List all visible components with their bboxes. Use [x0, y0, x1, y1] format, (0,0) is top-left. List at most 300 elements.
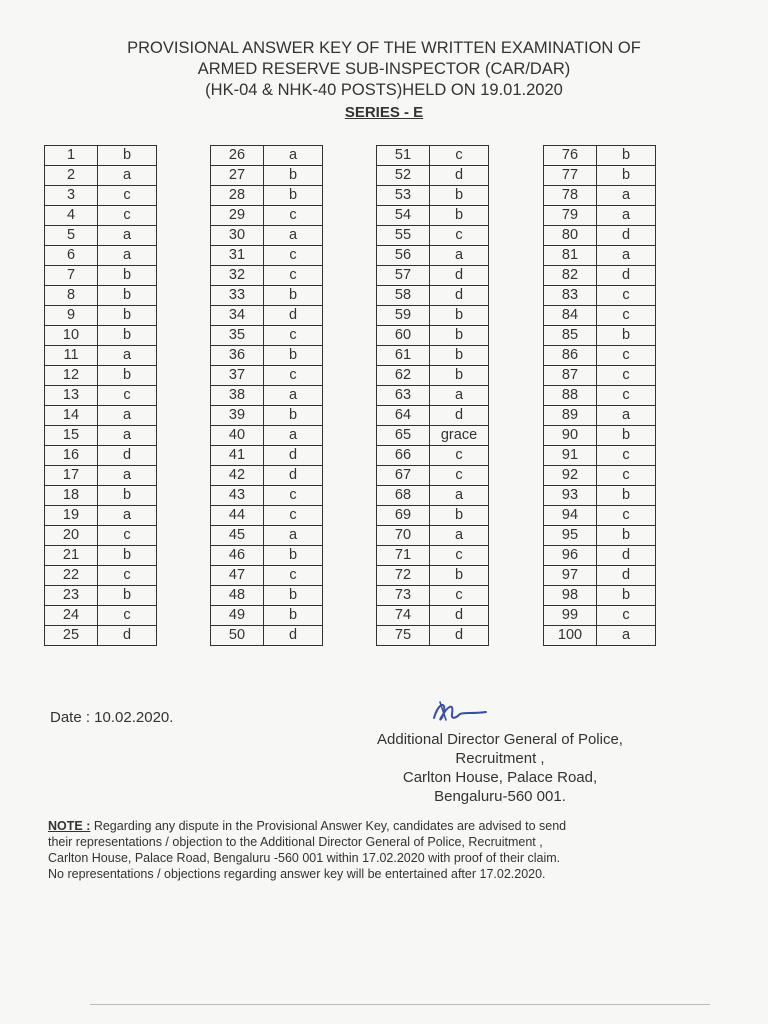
answer-row: [211, 446, 323, 466]
question-number: 70: [377, 526, 430, 546]
question-number: 10: [45, 326, 98, 346]
answer-cell: b: [430, 206, 489, 226]
answer-row: [544, 306, 656, 326]
question-number: 76: [544, 146, 597, 166]
answer-cell: a: [264, 526, 323, 546]
answer-row: [544, 626, 656, 646]
question-number: 31: [211, 246, 264, 266]
answer-cell: b: [98, 546, 157, 566]
answer-row: [211, 546, 323, 566]
answer-cell: b: [430, 346, 489, 366]
answer-cell: d: [597, 546, 656, 566]
answer-cell: a: [98, 166, 157, 186]
question-number: 79: [544, 206, 597, 226]
answer-cell: c: [264, 366, 323, 386]
answer-row: [45, 626, 157, 646]
answer-cell: a: [98, 506, 157, 526]
question-number: 53: [377, 186, 430, 206]
answer-cell: b: [264, 606, 323, 626]
question-number: 66: [377, 446, 430, 466]
question-number: 95: [544, 526, 597, 546]
answer-row: [211, 286, 323, 306]
question-number: 84: [544, 306, 597, 326]
answer-cell: a: [264, 226, 323, 246]
answer-row: [45, 306, 157, 326]
answer-row: [544, 146, 656, 166]
question-number: 27: [211, 166, 264, 186]
answer-row: [544, 566, 656, 586]
answer-table-1: [44, 145, 157, 646]
answer-row: [45, 186, 157, 206]
answer-cell: c: [430, 146, 489, 166]
answer-cell: a: [597, 246, 656, 266]
answer-row: [211, 506, 323, 526]
question-number: 7: [45, 266, 98, 286]
answer-row: [45, 226, 157, 246]
answer-row: [377, 306, 489, 326]
answer-row: [377, 626, 489, 646]
answer-cell: d: [430, 626, 489, 646]
question-number: 48: [211, 586, 264, 606]
answer-cell: b: [597, 586, 656, 606]
answer-cell: c: [430, 466, 489, 486]
answer-cell: b: [98, 486, 157, 506]
answer-cell: c: [98, 606, 157, 626]
answer-row: [45, 526, 157, 546]
signatory-department: Recruitment ,: [455, 750, 545, 767]
question-number: 98: [544, 586, 597, 606]
question-number: 47: [211, 566, 264, 586]
answer-cell: d: [430, 606, 489, 626]
answer-row: [544, 506, 656, 526]
signature-mark: [424, 690, 494, 730]
answer-row: [544, 366, 656, 386]
answer-row: [544, 426, 656, 446]
answer-cell: b: [98, 286, 157, 306]
answer-cell: b: [430, 306, 489, 326]
answer-row: [544, 346, 656, 366]
question-number: 12: [45, 366, 98, 386]
answer-cell: d: [264, 626, 323, 646]
question-number: 54: [377, 206, 430, 226]
answer-cell: b: [430, 186, 489, 206]
answer-row: [544, 206, 656, 226]
answer-row: [211, 386, 323, 406]
note-line-1: Regarding any dispute in the Provisional Answer Key, candidates are advised to send: [90, 819, 567, 833]
question-number: 63: [377, 386, 430, 406]
answer-row: [377, 166, 489, 186]
answer-row: [377, 286, 489, 306]
answer-row: [544, 406, 656, 426]
answer-row: [45, 366, 157, 386]
answer-cell: b: [98, 366, 157, 386]
answer-cell: grace: [430, 426, 489, 446]
question-number: 32: [211, 266, 264, 286]
signatory-title: Additional Director General of Police,: [377, 731, 623, 748]
answer-cell: a: [597, 206, 656, 226]
answer-row: [211, 606, 323, 626]
answer-row: [45, 206, 157, 226]
answer-cell: b: [597, 146, 656, 166]
answer-row: [211, 366, 323, 386]
answer-cell: d: [264, 446, 323, 466]
question-number: 96: [544, 546, 597, 566]
answer-row: [211, 246, 323, 266]
answer-cell: b: [597, 166, 656, 186]
answer-cell: b: [597, 426, 656, 446]
answer-cell: c: [98, 526, 157, 546]
answer-row: [377, 246, 489, 266]
question-number: 21: [45, 546, 98, 566]
answer-cell: a: [98, 406, 157, 426]
question-number: 15: [45, 426, 98, 446]
series-label: SERIES - E: [344, 104, 424, 121]
question-number: 94: [544, 506, 597, 526]
answer-cell: a: [597, 626, 656, 646]
question-number: 61: [377, 346, 430, 366]
answer-cell: c: [264, 206, 323, 226]
question-number: 26: [211, 146, 264, 166]
answer-row: [45, 546, 157, 566]
question-number: 29: [211, 206, 264, 226]
answer-row: [377, 266, 489, 286]
answer-row: [45, 566, 157, 586]
answer-row: [45, 426, 157, 446]
title-line-2: ARMED RESERVE SUB-INSPECTOR (CAR/DAR): [197, 60, 571, 78]
answer-row: [544, 586, 656, 606]
question-number: 22: [45, 566, 98, 586]
question-number: 57: [377, 266, 430, 286]
question-number: 59: [377, 306, 430, 326]
answer-row: [45, 486, 157, 506]
answer-row: [544, 286, 656, 306]
answer-row: [377, 386, 489, 406]
answer-cell: c: [264, 266, 323, 286]
answer-cell: d: [264, 466, 323, 486]
answer-table-2: [210, 145, 323, 646]
answer-cell: d: [430, 406, 489, 426]
answer-cell: c: [98, 206, 157, 226]
answer-row: [45, 466, 157, 486]
question-number: 1: [45, 146, 98, 166]
question-number: 65: [377, 426, 430, 446]
answer-row: [544, 266, 656, 286]
question-number: 9: [45, 306, 98, 326]
answer-cell: b: [597, 526, 656, 546]
answer-cell: c: [430, 586, 489, 606]
question-number: 83: [544, 286, 597, 306]
answer-row: [211, 586, 323, 606]
answer-row: [211, 426, 323, 446]
answer-row: [377, 426, 489, 446]
question-number: 78: [544, 186, 597, 206]
question-number: 67: [377, 466, 430, 486]
answer-row: [544, 446, 656, 466]
question-number: 23: [45, 586, 98, 606]
answer-cell: a: [430, 486, 489, 506]
answer-row: [377, 526, 489, 546]
signatory-block: [345, 730, 655, 806]
answer-cell: d: [98, 446, 157, 466]
answer-cell: b: [264, 186, 323, 206]
question-number: 99: [544, 606, 597, 626]
question-number: 71: [377, 546, 430, 566]
question-number: 43: [211, 486, 264, 506]
answer-cell: d: [430, 286, 489, 306]
question-number: 72: [377, 566, 430, 586]
question-number: 82: [544, 266, 597, 286]
question-number: 73: [377, 586, 430, 606]
answer-row: [377, 326, 489, 346]
question-number: 91: [544, 446, 597, 466]
answer-row: [45, 386, 157, 406]
question-number: 85: [544, 326, 597, 346]
question-number: 60: [377, 326, 430, 346]
answer-cell: d: [98, 626, 157, 646]
answer-table-3: [376, 145, 489, 646]
note-line-4: No representations / objections regarding answer key will be entertained after 17.02.2020.: [48, 867, 546, 881]
issue-date: Date : 10.02.2020.: [50, 709, 174, 726]
answer-row: [544, 606, 656, 626]
answer-row: [377, 586, 489, 606]
answer-row: [45, 266, 157, 286]
answer-row: [211, 146, 323, 166]
answer-cell: b: [98, 586, 157, 606]
answer-row: [45, 246, 157, 266]
answer-cell: c: [597, 306, 656, 326]
answer-cell: b: [98, 146, 157, 166]
answer-row: [45, 406, 157, 426]
answer-cell: d: [264, 306, 323, 326]
answer-row: [544, 486, 656, 506]
answer-cell: b: [597, 486, 656, 506]
question-number: 17: [45, 466, 98, 486]
question-number: 24: [45, 606, 98, 626]
question-number: 69: [377, 506, 430, 526]
answer-cell: b: [264, 166, 323, 186]
title-line-3: (HK-04 & NHK-40 POSTS)HELD ON 19.01.2020: [205, 81, 563, 99]
answer-cell: b: [597, 326, 656, 346]
answer-row: [211, 206, 323, 226]
answer-row: [377, 206, 489, 226]
document-header: [0, 38, 768, 123]
answer-row: [211, 526, 323, 546]
answer-cell: c: [597, 346, 656, 366]
answer-row: [45, 326, 157, 346]
answer-row: [211, 166, 323, 186]
answer-cell: c: [597, 366, 656, 386]
answer-cell: c: [597, 466, 656, 486]
answer-row: [377, 546, 489, 566]
answer-row: [211, 626, 323, 646]
question-number: 77: [544, 166, 597, 186]
question-number: 75: [377, 626, 430, 646]
answer-row: [211, 306, 323, 326]
question-number: 34: [211, 306, 264, 326]
answer-row: [377, 446, 489, 466]
answer-cell: c: [264, 566, 323, 586]
question-number: 90: [544, 426, 597, 446]
title-line-1: PROVISIONAL ANSWER KEY OF THE WRITTEN EXAMINATION OF: [127, 39, 641, 57]
question-number: 74: [377, 606, 430, 626]
answer-cell: d: [430, 266, 489, 286]
answer-row: [377, 346, 489, 366]
question-number: 28: [211, 186, 264, 206]
answer-cell: c: [597, 506, 656, 526]
answer-row: [45, 506, 157, 526]
question-number: 30: [211, 226, 264, 246]
answer-cell: a: [98, 226, 157, 246]
question-number: 16: [45, 446, 98, 466]
question-number: 50: [211, 626, 264, 646]
answer-row: [544, 546, 656, 566]
answer-row: [544, 466, 656, 486]
answer-cell: b: [98, 326, 157, 346]
answer-row: [377, 226, 489, 246]
answer-row: [45, 286, 157, 306]
answer-cell: a: [264, 146, 323, 166]
question-number: 33: [211, 286, 264, 306]
answer-cell: c: [597, 386, 656, 406]
answer-cell: d: [430, 166, 489, 186]
answer-cell: c: [264, 486, 323, 506]
answer-row: [544, 526, 656, 546]
answer-table-4: [543, 145, 656, 646]
question-number: 100: [544, 626, 597, 646]
answer-cell: a: [98, 466, 157, 486]
answer-cell: c: [430, 446, 489, 466]
answer-row: [211, 186, 323, 206]
answer-row: [211, 226, 323, 246]
question-number: 92: [544, 466, 597, 486]
question-number: 55: [377, 226, 430, 246]
answer-row: [544, 246, 656, 266]
question-number: 44: [211, 506, 264, 526]
answer-row: [377, 466, 489, 486]
answer-cell: a: [430, 246, 489, 266]
answer-row: [211, 326, 323, 346]
answer-row: [211, 346, 323, 366]
page-bottom-line: [90, 1004, 710, 1005]
question-number: 36: [211, 346, 264, 366]
answer-cell: a: [264, 386, 323, 406]
answer-row: [45, 606, 157, 626]
answer-row: [377, 506, 489, 526]
answer-cell: a: [597, 186, 656, 206]
answer-row: [45, 166, 157, 186]
note-line-3: Carlton House, Palace Road, Bengaluru -560 001 within 17.02.2020 with proof of their claim.: [48, 851, 561, 865]
answer-cell: d: [597, 266, 656, 286]
answer-row: [377, 606, 489, 626]
answer-cell: b: [430, 566, 489, 586]
question-number: 56: [377, 246, 430, 266]
question-number: 11: [45, 346, 98, 366]
question-number: 88: [544, 386, 597, 406]
answer-cell: b: [430, 326, 489, 346]
question-number: 4: [45, 206, 98, 226]
question-number: 3: [45, 186, 98, 206]
answer-cell: b: [430, 366, 489, 386]
answer-row: [45, 586, 157, 606]
answer-cell: d: [597, 566, 656, 586]
question-number: 8: [45, 286, 98, 306]
answer-cell: c: [98, 386, 157, 406]
question-number: 41: [211, 446, 264, 466]
answer-cell: a: [98, 346, 157, 366]
answer-cell: b: [264, 346, 323, 366]
question-number: 62: [377, 366, 430, 386]
question-number: 93: [544, 486, 597, 506]
answer-cell: c: [98, 186, 157, 206]
question-number: 25: [45, 626, 98, 646]
answer-row: [211, 266, 323, 286]
note-line-2: their representations / objection to the Additional Director General of Police, Recruitment ,: [48, 835, 543, 849]
answer-cell: a: [430, 386, 489, 406]
answer-row: [377, 566, 489, 586]
question-number: 35: [211, 326, 264, 346]
question-number: 81: [544, 246, 597, 266]
question-number: 52: [377, 166, 430, 186]
question-number: 68: [377, 486, 430, 506]
answer-cell: b: [98, 266, 157, 286]
answer-row: [211, 406, 323, 426]
question-number: 87: [544, 366, 597, 386]
signatory-city: Bengaluru-560 001.: [434, 788, 566, 805]
answer-cell: a: [597, 406, 656, 426]
note-label: NOTE :: [48, 819, 91, 833]
answer-cell: a: [264, 426, 323, 446]
answer-row: [544, 386, 656, 406]
answer-cell: c: [430, 226, 489, 246]
question-number: 97: [544, 566, 597, 586]
question-number: 37: [211, 366, 264, 386]
answer-cell: b: [264, 286, 323, 306]
question-number: 2: [45, 166, 98, 186]
answer-cell: a: [430, 526, 489, 546]
answer-cell: c: [264, 506, 323, 526]
answer-cell: a: [98, 246, 157, 266]
answer-cell: c: [597, 606, 656, 626]
answer-row: [377, 406, 489, 426]
question-number: 58: [377, 286, 430, 306]
answer-cell: c: [430, 546, 489, 566]
answer-cell: b: [430, 506, 489, 526]
answer-row: [544, 226, 656, 246]
answer-cell: c: [597, 286, 656, 306]
note-block: [48, 818, 688, 882]
answer-cell: a: [98, 426, 157, 446]
answer-cell: c: [264, 326, 323, 346]
answer-row: [377, 486, 489, 506]
question-number: 45: [211, 526, 264, 546]
question-number: 13: [45, 386, 98, 406]
question-number: 20: [45, 526, 98, 546]
question-number: 80: [544, 226, 597, 246]
question-number: 39: [211, 406, 264, 426]
answer-cell: b: [98, 306, 157, 326]
answer-row: [544, 326, 656, 346]
question-number: 5: [45, 226, 98, 246]
answer-row: [45, 446, 157, 466]
question-number: 86: [544, 346, 597, 366]
question-number: 51: [377, 146, 430, 166]
answer-row: [377, 366, 489, 386]
answer-cell: c: [98, 566, 157, 586]
question-number: 19: [45, 506, 98, 526]
question-number: 42: [211, 466, 264, 486]
answer-row: [544, 166, 656, 186]
answer-cell: d: [597, 226, 656, 246]
